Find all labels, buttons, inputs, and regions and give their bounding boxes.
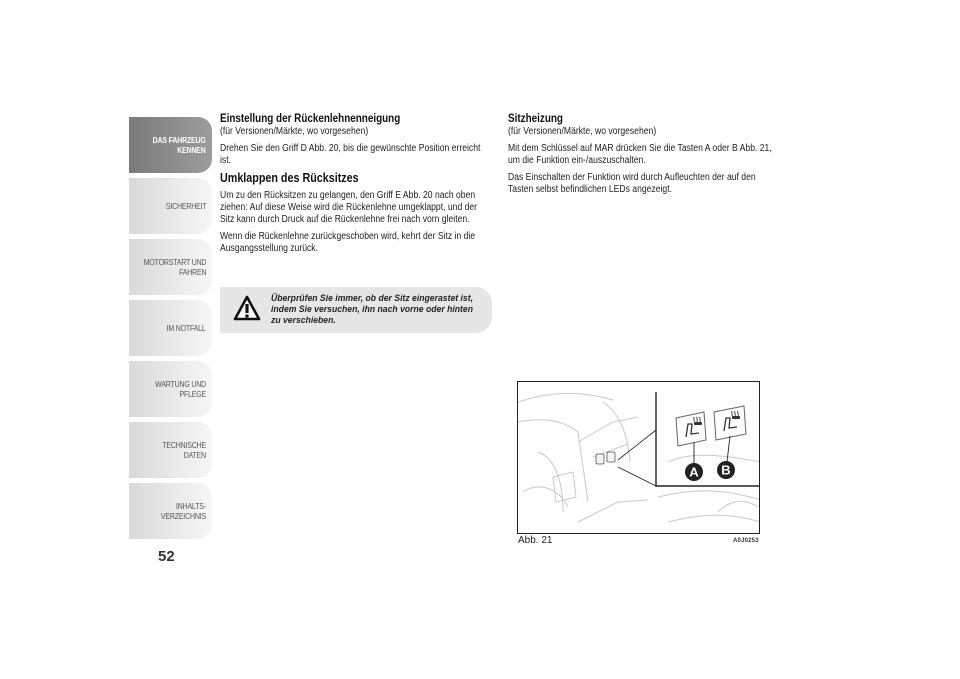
tab-label: MOTORSTART UND FAHREN xyxy=(143,257,206,277)
chapter-sidebar xyxy=(129,117,212,544)
console-illustration xyxy=(518,382,760,534)
paragraph: Wenn die Rückenlehne zurückgeschoben wird, kehrt der Sitz in die Ausgangsstellung zurück. xyxy=(220,231,476,254)
tab-sicherheit[interactable] xyxy=(129,178,212,234)
tab-label: INHALTS- VERZEICHNIS xyxy=(160,501,206,521)
tab-motorstart-und-fahren[interactable] xyxy=(129,239,212,295)
right-column xyxy=(508,113,780,201)
paragraph: Das Einschalten der Funktion wird durch Aufleuchten der auf den Tasten selbst befindlichen LEDs angezeigt. xyxy=(508,172,756,195)
tab-im-notfall[interactable] xyxy=(129,300,212,356)
figure-caption: Abb. 21 xyxy=(518,535,553,546)
tab-label: WARTUNG UND PFLEGE xyxy=(155,379,206,399)
page-number: 52 xyxy=(158,548,175,565)
callout-b xyxy=(717,461,735,479)
paragraph: Um zu den Rücksitzen zu gelangen, den Griff E Abb. 20 nach oben ziehen: Auf diese Weise wird die Rückenlehne umgeklappt, und der Sitz kann durch Druck auf die Rückenlehne frei nach vorn gleiten. xyxy=(220,190,478,225)
section-heading-fold-seat: Umklappen des Rücksitzes xyxy=(220,171,359,185)
paragraph: Mit dem Schlüssel auf MAR drücken Sie die Tasten A oder B Abb. 21, um die Funktion ein-/auszuschalten. xyxy=(508,143,772,166)
tab-label: TECHNISCHE DATEN xyxy=(162,440,206,460)
paragraph: Drehen Sie den Griff D Abb. 20, bis die gewünschte Position erreicht ist. xyxy=(220,143,481,166)
callout-a xyxy=(685,463,703,481)
left-column xyxy=(220,113,492,260)
tab-technische-daten[interactable] xyxy=(129,422,212,478)
section-subtitle: (für Versionen/Märkte, wo vorgesehen) xyxy=(508,126,657,137)
tab-das-fahrzeug-kennen[interactable] xyxy=(129,117,212,173)
warning-box xyxy=(220,287,492,333)
warning-text: Überprüfen Sie immer, ob der Sitz eingerastet ist, indem Sie versuchen, ihn nach vorne oder hinten zu verschieben. xyxy=(271,293,474,326)
figure-seat-heating-buttons xyxy=(517,381,760,534)
tab-wartung-und-pflege[interactable] xyxy=(129,361,212,417)
section-heading-backrest: Einstellung der Rückenlehnenneigung xyxy=(220,113,401,125)
section-subtitle: (für Versionen/Märkte, wo vorgesehen) xyxy=(220,126,369,137)
figure-code: A0J0253 xyxy=(733,538,759,544)
svg-text:B: B xyxy=(721,462,731,478)
warning-triangle-icon xyxy=(233,295,261,321)
section-heading-seat-heating: Sitzheizung xyxy=(508,113,563,125)
tab-label: DAS FAHRZEUG KENNEN xyxy=(152,135,206,155)
svg-text:A: A xyxy=(689,464,699,480)
tab-label: SICHERHEIT xyxy=(165,201,206,211)
tab-label: IM NOTFALL xyxy=(166,323,206,333)
tab-inhaltsverzeichnis[interactable] xyxy=(129,483,212,539)
